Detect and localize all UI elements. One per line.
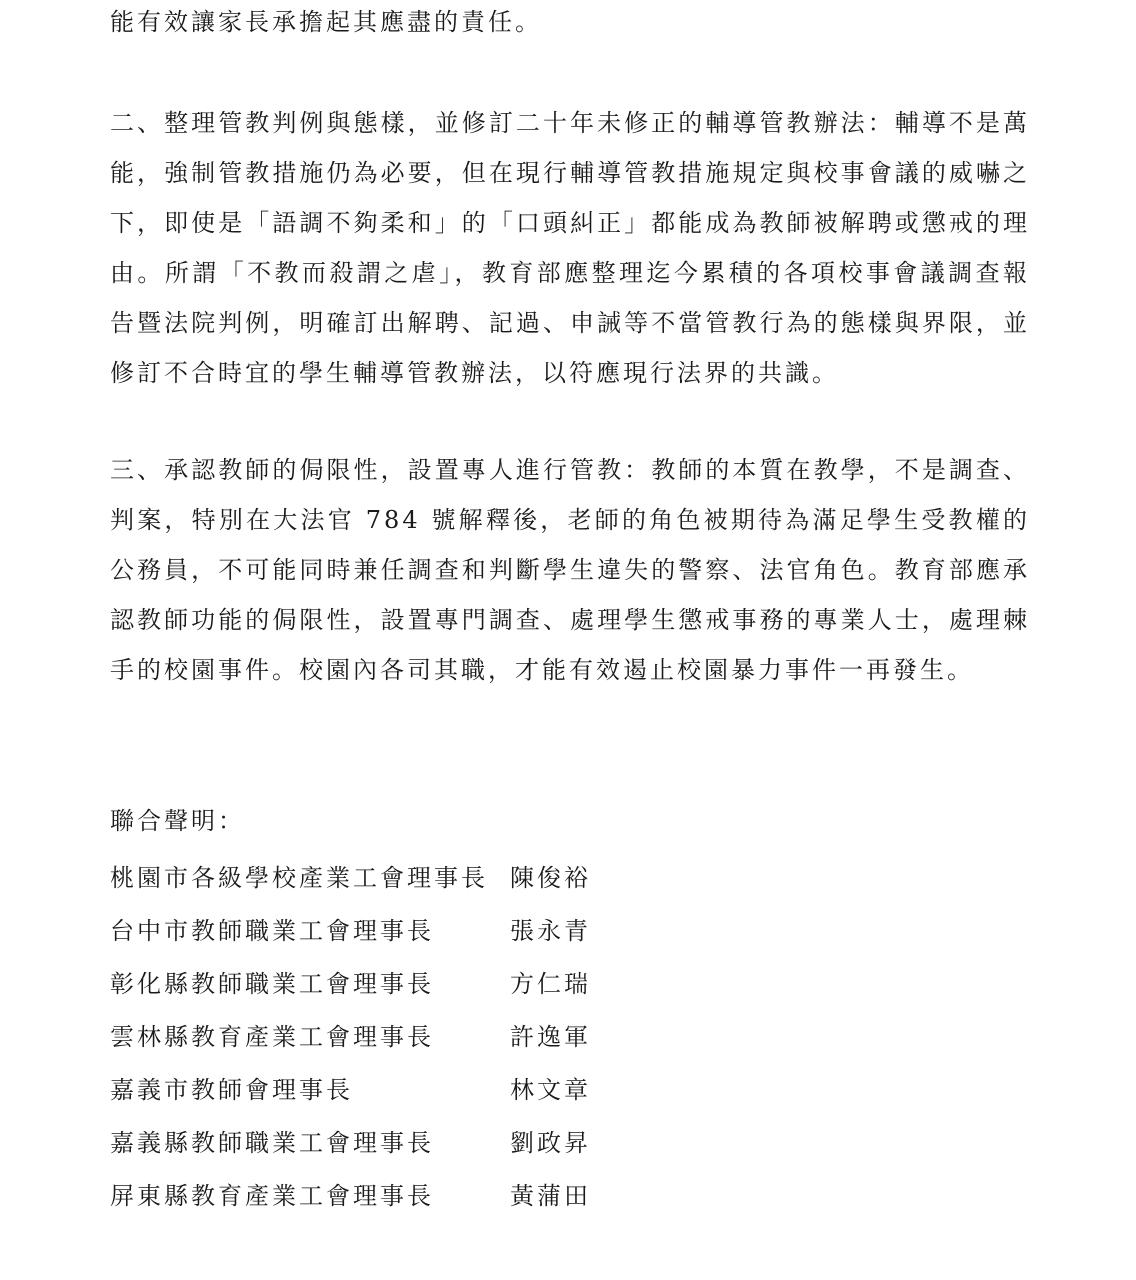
signer-row [110,1167,591,1220]
signer-title: 彰化縣教師職業工會理事長 [110,970,434,998]
signer-name: 方仁瑞 [510,970,591,998]
signer-row [110,902,591,955]
signer-name: 陳俊裕 [510,864,591,892]
signer-row [110,849,591,902]
signer-name: 黃蒲田 [510,1182,591,1210]
signer-row [110,1008,591,1061]
paragraph-point-two: 二、整理管教判例與態樣，並修訂二十年未修正的輔導管教辦法：輔導不是萬能，強制管教措施仍為必要，但在現行輔導管教措施規定與校事會議的威嚇之下，即使是「語調不夠柔和」的「口頭糾正」都能成為教師被解聘或懲戒的理由。所謂「不教而殺謂之虐」，教育部應整理迄今累積的各項校事會議調查報告暨法院判例，明確訂出解聘、記過、申誡等不當管教行為的態樣與界限，並修訂不合時宜的學生輔導管教辦法，以符應現行法界的共識。 [110,109,1030,387]
signer-name: 張永青 [510,917,591,945]
paragraph-intro-tail: 能有效讓家長承擔起其應盡的責任。 [110,8,542,36]
signer-title: 嘉義縣教師職業工會理事長 [110,1129,434,1157]
signer-title: 嘉義市教師會理事長 [110,1076,353,1104]
signer-list [110,849,591,1220]
signer-title: 屏東縣教育產業工會理事長 [110,1182,434,1210]
signer-title: 台中市教師職業工會理事長 [110,917,434,945]
signer-name: 劉政昇 [510,1129,591,1157]
signer-title: 桃園市各級學校產業工會理事長 [110,864,488,892]
joint-statement-heading: 聯合聲明： [110,807,245,835]
signer-row [110,1114,591,1167]
signer-row [110,1061,591,1114]
signer-name: 許逸軍 [510,1023,591,1051]
signer-row [110,955,591,1008]
signer-title: 雲林縣教育產業工會理事長 [110,1023,434,1051]
paragraph-point-three: 三、承認教師的侷限性，設置專人進行管教：教師的本質在教學，不是調查、判案，特別在大法官 784 號解釋後，老師的角色被期待為滿足學生受教權的公務員，不可能同時兼任調查和判斷學生違失的警察、法官角色。教育部應承認教師功能的侷限性，設置專門調查、處理學生懲戒事務的專業人士，處理棘手的校園事件。校園內各司其職，才能有效遏止校園暴力事件一再發生。 [110,456,1030,684]
signer-name: 林文章 [510,1076,591,1104]
